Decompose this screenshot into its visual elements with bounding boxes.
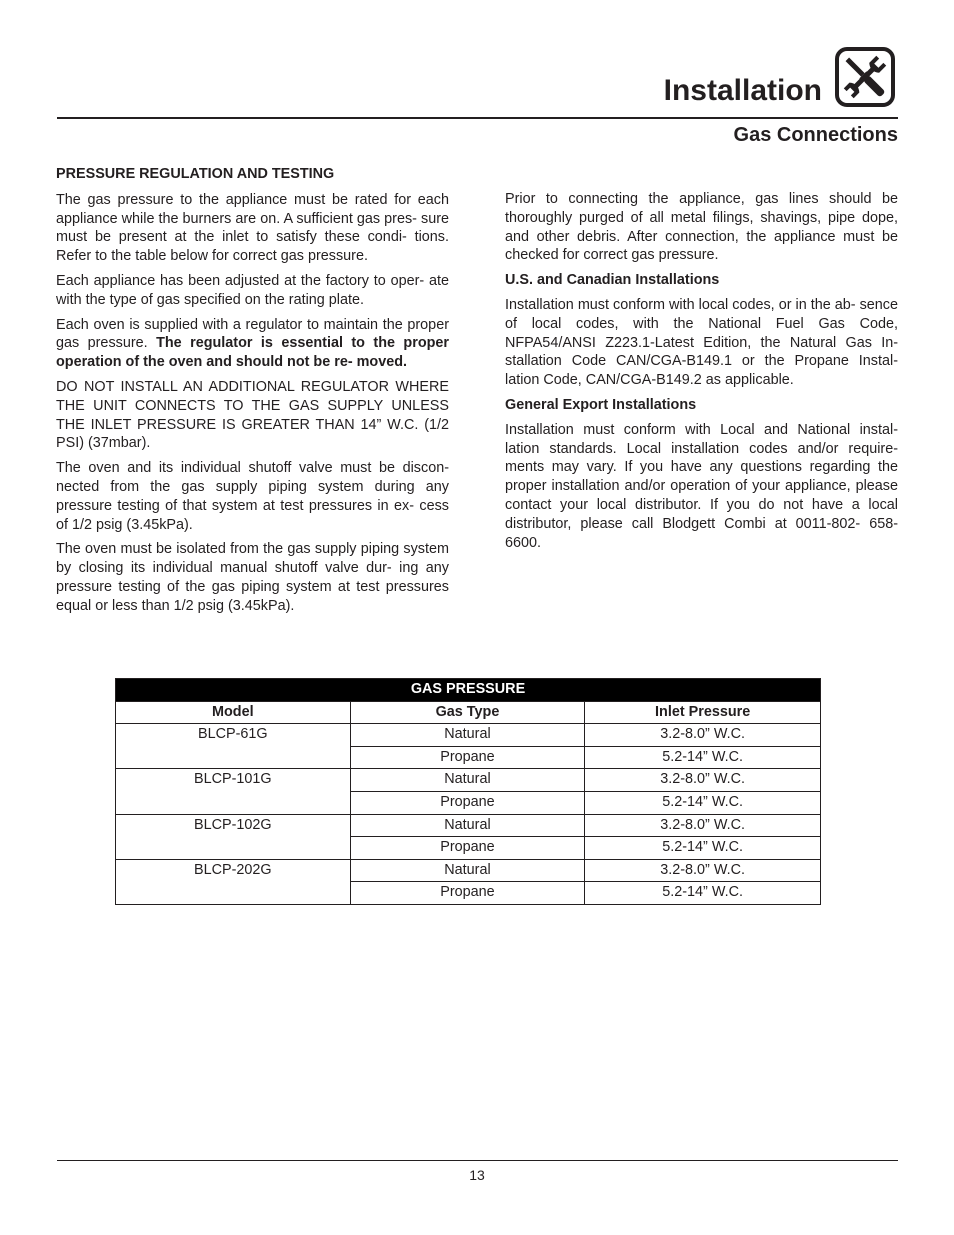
- gas-type-cell: Natural: [350, 724, 585, 747]
- header-rule: [57, 117, 898, 119]
- paragraph-text: Each oven is supplied with a regulator to maintain the proper gas pressure.: [56, 316, 449, 352]
- pressure-cell: 5.2-14” W.C.: [585, 837, 821, 860]
- table-row: [116, 724, 821, 747]
- pressure-cell: 5.2-14” W.C.: [585, 882, 821, 905]
- gas-type-cell: Propane: [350, 882, 585, 905]
- paragraph: Installation must conform with local codes, or in the ab- sence of local codes, with the National Fuel Gas Code, NFPA54/ANSI Z223.1-Latest Edition, the Natural Gas In- stallation Code CAN/CGA-B149.1 or the Propane Instal- lation Code, CAN/CGA-B149.2 as applicable.: [505, 296, 898, 389]
- table-row: [116, 814, 821, 837]
- paragraph: DO NOT INSTALL AN ADDITIONAL REGULATOR WHERE THE UNIT CONNECTS TO THE GAS SUPPLY UNLESS THE INLET PRESSURE IS GREATER THAN 14” W.C. (1/2 PSI) (37mbar).: [56, 378, 449, 452]
- gas-pressure-table: [115, 678, 821, 905]
- subheading: General Export Installations: [505, 396, 697, 413]
- page-number: 13: [469, 1167, 485, 1183]
- warning-text: The regulator is essential to the proper operation of the oven and should not be re- moved.: [56, 335, 449, 371]
- pressure-cell: 5.2-14” W.C.: [585, 746, 821, 769]
- pressure-cell: 3.2-8.0” W.C.: [585, 724, 821, 747]
- section-heading: PRESSURE REGULATION AND TESTING: [56, 166, 335, 182]
- column-header-model: Model: [116, 701, 351, 724]
- column-header-gas-type: Gas Type: [350, 701, 585, 724]
- model-cell: BLCP-101G: [116, 769, 351, 814]
- gas-type-cell: Natural: [350, 769, 585, 792]
- paragraph: The oven and its individual shutoff valve must be discon- nected from the gas supply piping system during any pressure testing of that system at test pressures in ex- cess of 1/2 psig (3.45kPa).: [56, 460, 449, 533]
- left-column: [56, 165, 449, 622]
- pressure-cell: 3.2-8.0” W.C.: [585, 859, 821, 882]
- pressure-cell: 3.2-8.0” W.C.: [585, 769, 821, 792]
- model-cell: BLCP-202G: [116, 859, 351, 904]
- paragraph: [56, 316, 449, 372]
- gas-type-cell: Natural: [350, 859, 585, 882]
- gas-type-cell: Propane: [350, 791, 585, 814]
- model-cell: BLCP-61G: [116, 724, 351, 769]
- right-column: [505, 190, 898, 558]
- wrench-screwdriver-icon: [834, 46, 896, 108]
- table-row: [116, 769, 821, 792]
- subheading: U.S. and Canadian Installations: [505, 272, 720, 289]
- paragraph: The oven must be isolated from the gas supply piping system by closing its individual manual shutoff valve dur- ing any pressure testing of the gas piping system at test pressures equal or less than 1/2 psig (3.45kPa).: [56, 541, 449, 614]
- pressure-cell: 3.2-8.0” W.C.: [585, 814, 821, 837]
- footer-rule: [57, 1160, 898, 1161]
- page-title: Installation: [663, 74, 822, 107]
- paragraph: Prior to connecting the appliance, gas lines should be thoroughly purged of all metal filings, shavings, pipe dope, and other debris. After connection, the appliance must be checked for correct gas pressure.: [505, 191, 898, 264]
- model-cell: BLCP-102G: [116, 814, 351, 859]
- table-row: [116, 859, 821, 882]
- paragraph: The gas pressure to the appliance must be rated for each appliance while the burners are on. A sufficient gas pres- sure must be present at the inlet to satisfy these condi- tions. Refer to the table below for correct gas pressure.: [56, 191, 449, 265]
- paragraph: Installation must conform with Local and National instal- lation standards. Local installation codes and/or require- ments may vary. If you have any questions regarding the proper installation and/or operation of your appliance, please contact your local distributor. If you do not have a local distributor, please call Blodgett Combi at 0011-802- 658-6600.: [505, 421, 898, 551]
- paragraph: Each appliance has been adjusted at the factory to oper- ate with the type of gas specified on the rating plate.: [56, 272, 449, 308]
- gas-type-cell: Natural: [350, 814, 585, 837]
- gas-type-cell: Propane: [350, 837, 585, 860]
- table-caption: GAS PRESSURE: [116, 679, 821, 702]
- gas-type-cell: Propane: [350, 746, 585, 769]
- section-title: Gas Connections: [733, 124, 898, 146]
- pressure-cell: 5.2-14” W.C.: [585, 791, 821, 814]
- column-header-inlet-pressure: Inlet Pressure: [585, 701, 821, 724]
